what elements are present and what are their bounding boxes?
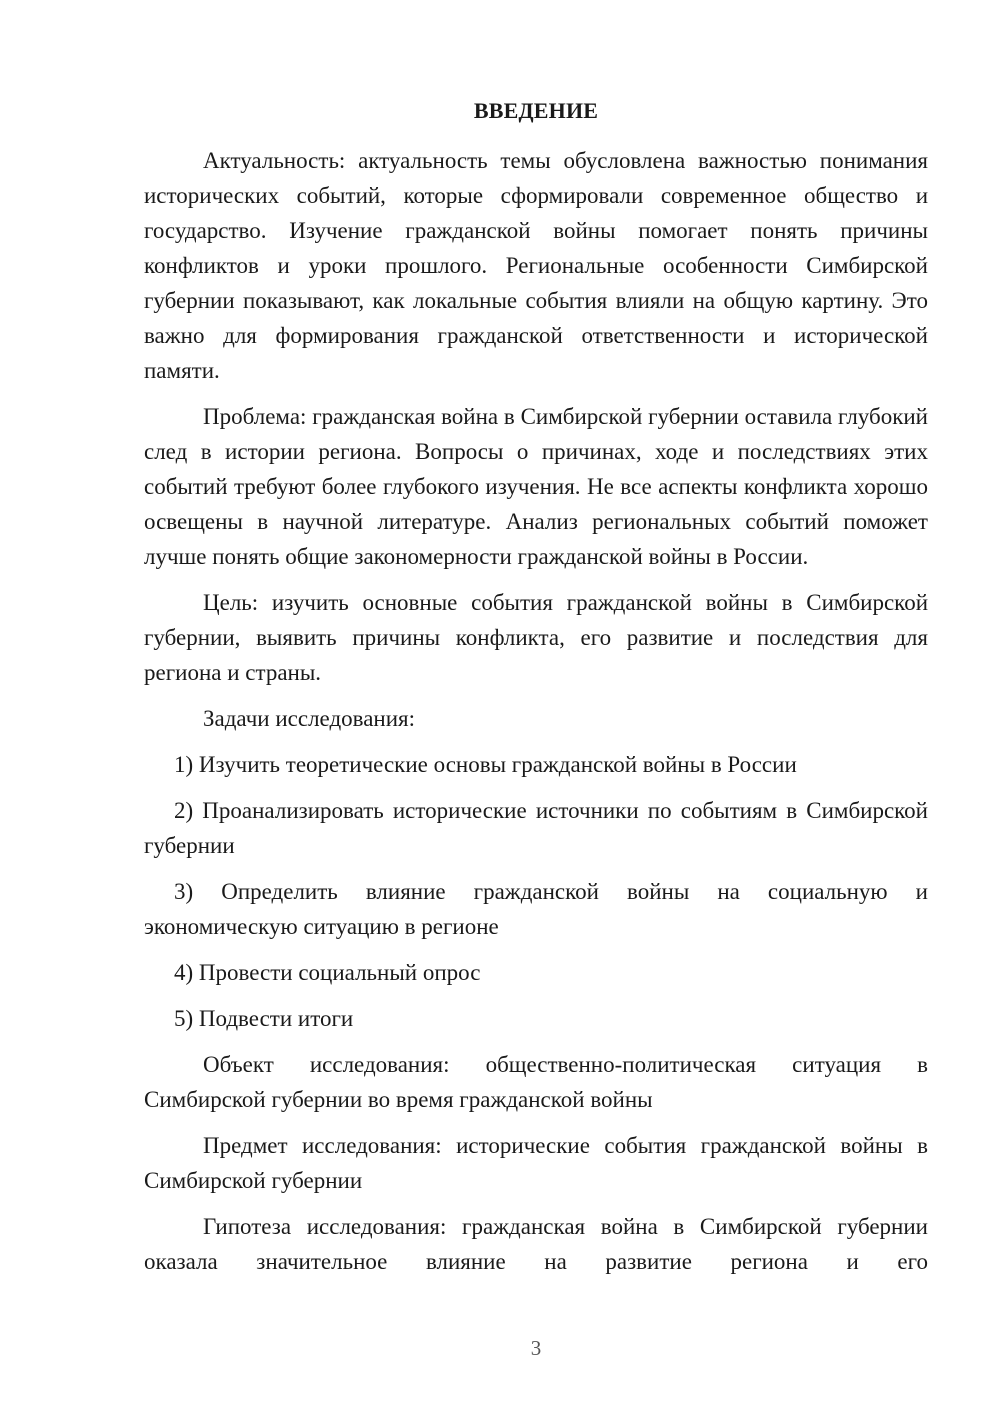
- paragraph-goal: Цель: изучить основные события гражданской войны в Симбирской губернии, выявить причины конфликта, его развитие и последствия для региона и страны.: [144, 590, 928, 685]
- task-item-4: 4) Провести социальный опрос: [174, 960, 481, 985]
- paragraph-relevance: Актуальность: актуальность темы обусловлена важностью понимания исторических событий, которые сформировали современное общество и государство. Изучение гражданской войны помогает понять причины конфликтов и уроки прошлого. Региональные особенности Симбирской губернии показывают, как локальные события влияли на общую картину. Это важно для формирования гражданской ответственности и исторической памяти.: [144, 148, 928, 383]
- task-item-5: 5) Подвести итоги: [174, 1006, 354, 1031]
- task-item-2: 2) Проанализировать исторические источники по событиям в Симбирской губернии: [144, 798, 928, 858]
- task-item-3: 3) Определить влияние гражданской войны на социальную и экономическую ситуацию в регионе: [144, 879, 928, 939]
- paragraph-hypothesis: Гипотеза исследования: гражданская война в Симбирской губернии оказала значительное влияние на развитие региона и его: [144, 1214, 928, 1274]
- task-item-1: 1) Изучить теоретические основы гражданской войны в России: [174, 752, 797, 777]
- paragraph-tasks-heading: Задачи исследования:: [203, 706, 416, 731]
- section-heading: ВВЕДЕНИЕ: [473, 98, 599, 123]
- body-text: [144, 143, 928, 1279]
- paragraph-problem: Проблема: гражданская война в Симбирской губернии оставила глубокий след в истории региона. Вопросы о причинах, ходе и последствиях этих событий требуют более глубокого изучения. Не все аспекты конфликта хорошо освещены в научной литературе. Анализ региональных событий поможет лучше понять общие закономерности гражданской войны в России.: [144, 404, 928, 569]
- paragraph-object: Объект исследования: общественно-политическая ситуация в Симбирской губернии во время гражданской войны: [144, 1052, 928, 1112]
- page-number: 3: [530, 1336, 542, 1360]
- paragraph-subject: Предмет исследования: исторические события гражданской войны в Симбирской губернии: [144, 1133, 928, 1193]
